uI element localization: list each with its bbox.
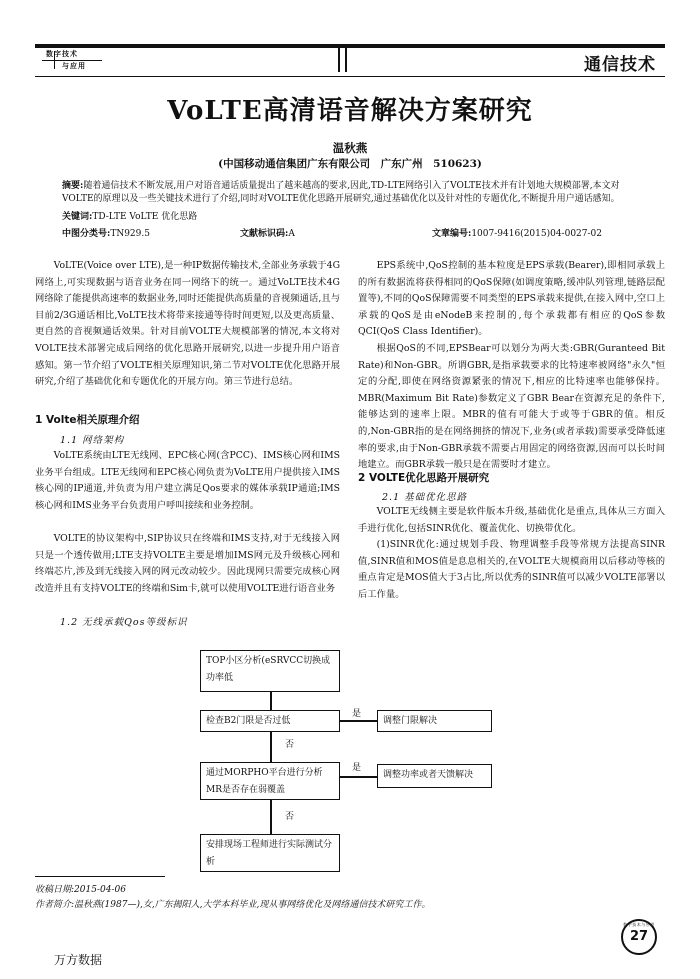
sinr-paragraph: (1)SINR优化:通过规划手段、物理调整手段等常规方法提高SINR值,SINR值和MOS值是息息相关的,在VOLTE大规模商用以后移动等核的重点肯定是MOS值大于3占比,所以优秀的SINR值可以减少VOLTE部署以后工作量。 bbox=[358, 539, 665, 600]
header-divider-bar bbox=[345, 48, 347, 72]
header-bottom-rule bbox=[35, 76, 665, 77]
gbr-paragraph: 根据QoS的不同,EPSBear可以划分为两大类:GBR(Guranteed Bit Rate)和Non-GBR。所谓GBR,是指承载要求的比特速率被网络"永久"恒定的分配,即使在网络资源紧张的情况下,相应的比特速率也能够保持。MBR(Maximum Bit Rate)参数定义了GBR Bear在资源充足的条件下,能够达到的速率上限。MBR的值有可能大于或等于GBR的值。相反的,Non-GBR指的是在网络拥挤的情况下,业务(或者承载)需要承受降低速率的要求,由于Non-GBR承载不需要占用固定的网络资源,因而可以长时间地建立。而GBR承载一般只是在需要时才建立。 bbox=[358, 343, 665, 471]
logo-line1: 数字技术 bbox=[46, 49, 78, 58]
flow-box-adjust-power: 调整功率或者天馈解决 bbox=[377, 764, 492, 788]
abstract-label: 摘要: bbox=[62, 181, 84, 191]
author: 温秋燕 bbox=[332, 141, 368, 155]
basic-optimization-paragraph: VOLTE无线侧主要是软件版本升级,基础优化是重点,具体从三方面入手进行优化,包括SINR优化、覆盖优化、切换带优化。 bbox=[358, 506, 665, 534]
keywords bbox=[62, 209, 197, 222]
keywords-label: 关键词: bbox=[62, 212, 93, 222]
flow-box-morpho-analysis: 通过MORPHO平台进行分析MR是否存在弱覆盖 bbox=[200, 762, 340, 800]
flow-arrow bbox=[270, 800, 272, 834]
stamp-text: 数字技术与应用 bbox=[623, 922, 655, 927]
section-label: 通信技术 bbox=[584, 55, 656, 75]
page-number: 27 bbox=[629, 929, 649, 944]
abstract-text: 随着通信技术不断发展,用户对语音通话质量提出了越来越高的要求,因此,TD-LTE网络引入了VOLTE技术并有计划地大规模部署,本文对VOLTE的原理以及一些关键技术进行了介绍,同时对VOLTE优化思路开展研究,通过基础优化以及针对性的专题优化,不断提升用户通话感知。 bbox=[62, 181, 620, 204]
flow-arrow bbox=[340, 720, 377, 722]
abstract bbox=[62, 180, 642, 206]
architecture-paragraph: VoLTE系统由LTE无线网、EPC核心网(含PCC)、IMS核心网和IMS业务平台组成。LTE无线网和EPC核心网负责为VoLTE用户提供接入IMS核心网的IP通道,并负责为用户建立满足Qos要求的媒体承载IP通道;IMS核心网和IMS业务平台负责用户呼叫接续和业务控制。 bbox=[35, 450, 340, 511]
flow-label-yes: 是 bbox=[352, 763, 362, 773]
author-bio: 作者简介:温秋燕(1987—),女,广东揭阳人,大学本科毕业,现从事网络优化及网络通信技术研究工作。 bbox=[35, 900, 431, 910]
flow-arrow bbox=[270, 732, 272, 762]
logo-line2: 与应用 bbox=[62, 61, 86, 70]
heading-2-1: 2.1 基础优化思路 bbox=[382, 492, 468, 503]
intro-paragraph: VoLTE(Voice over LTE),是一种IP数据传输技术,全部业务承载于4G网络上,可实现数据与语音业务在同一网络下的统一。通过VoLTE技术4G网络除了能提供高速率的数据业务,同时还能提供高质量的音视频通话,且与目前2/3G通话相比,VoLTE技术将带来接通等待时间更短,以及更高质量、更自然的音视频通话效果。针对目前VOLTE大规模部署的情况,本文将对VOLTE技术部署完成后网络的优化思路开展研究,以进一步提升用户语音感知。第一节介绍了VOLTE相关原理知识,第二节对VOLTE优化思路开展研究,介绍了基础优化和专题优化的开展方向。第三节进行总结。 bbox=[35, 260, 340, 388]
heading-section-2: 2 VOLTE优化思路开展研究 bbox=[358, 472, 490, 484]
keywords-text: TD-LTE VoLTE 优化思路 bbox=[92, 212, 198, 222]
page-number-stamp bbox=[621, 919, 657, 955]
footnote-rule bbox=[35, 876, 165, 877]
flow-arrow bbox=[270, 692, 272, 710]
header-divider-bar bbox=[338, 48, 340, 72]
heading-1-1: 1.1 网络架构 bbox=[60, 435, 125, 446]
classification-number: 中图分类号:TN929.5 bbox=[62, 229, 150, 239]
journal-logo bbox=[40, 49, 110, 71]
flow-label-yes: 是 bbox=[352, 709, 362, 719]
heading-1-2: 1.2 无线承载Qos等级标识 bbox=[60, 617, 188, 628]
flow-box-check-b2: 检查B2门限是否过低 bbox=[200, 710, 340, 732]
watermark: 万方数据 bbox=[54, 953, 103, 967]
flow-box-top-cell-analysis: TOP小区分析(eSRVCC切换成功率低 bbox=[200, 650, 340, 692]
flow-label-no: 否 bbox=[285, 812, 295, 822]
article-number: 文章编号:1007-9416(2015)04-0027-02 bbox=[432, 229, 602, 239]
affiliation: (中国移动通信集团广东有限公司 广东广州 510623) bbox=[218, 158, 482, 170]
flow-arrow bbox=[340, 776, 377, 778]
sip-paragraph: VOLTE的协议架构中,SIP协议只在终端和IMS支持,对于无线接入网只是一个透传做用;LTE支持VOLTE主要是增加IMS网元及升级核心网和终端芯片,涉及到无线接入网的网元改动较少。因此现网只需要完成核心网改造并且有支持VOLTE的终端和Sim卡,就可以使用VOLTE进行语音业务 bbox=[35, 533, 340, 594]
heading-section-1: 1 Volte相关原理介绍 bbox=[35, 414, 140, 426]
flow-box-adjust-threshold: 调整门限解决 bbox=[377, 710, 492, 732]
flow-box-field-test: 安排现场工程师进行实际测试分析 bbox=[200, 834, 340, 872]
qos-paragraph: EPS系统中,QoS控制的基本粒度是EPS承载(Bearer),即相同承载上的所有数据流将获得相同的QoS保障(如调度策略,缓冲队列管理,链路层配置等),不同的QoS保障需要不同类型的EPS承载来提供,在接入网中,空口上承载的QoS是由eNodeB来控制的,每个承载都有相应的QoS参数QCI(QoS Class Identifier)。 bbox=[358, 260, 665, 338]
paper-title: VoLTE高清语音解决方案研究 bbox=[167, 96, 533, 126]
document-code: 文献标识码:A bbox=[240, 229, 295, 239]
header-top-rule bbox=[35, 44, 665, 48]
received-date: 收稿日期:2015-04-06 bbox=[35, 885, 126, 895]
flow-label-no: 否 bbox=[285, 740, 295, 750]
